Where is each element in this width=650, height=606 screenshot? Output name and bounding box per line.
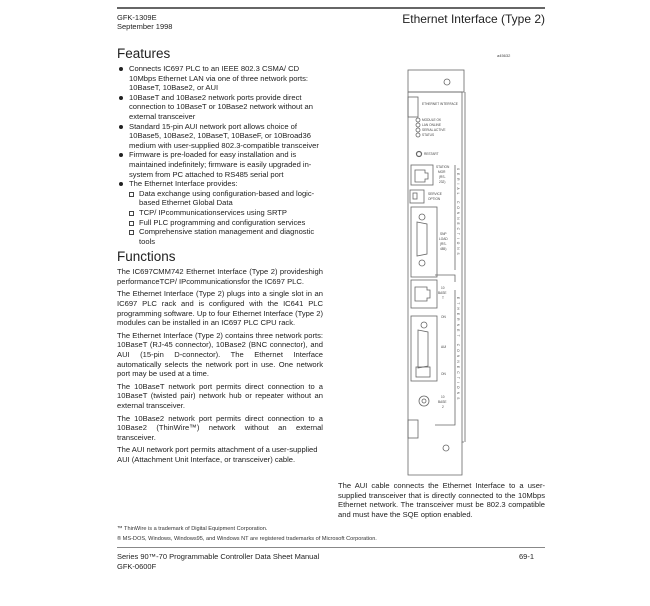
led-status xyxy=(416,133,420,137)
manual-id: GFK-0600F xyxy=(117,562,157,571)
list-item: Connects IC697 PLC to an IEEE 802.3 CSMA/ CD 10Mbps Ethernet LAN via one of three network ports: 10BaseT, 10Base2, or AUI xyxy=(117,64,323,93)
paragraph: The AUI network port permits attachment of a user-supplied AUI (Attachment Unit Interface, or transceiver) cable. xyxy=(117,445,318,464)
screw-icon xyxy=(444,79,450,85)
led-label: MODULE OK xyxy=(422,118,442,122)
list-item: Firmware is pre-loaded for easy installation and is maintained indefinitely; firmware is easily upgraded in-system from PC attached to RS485 serial port xyxy=(117,150,323,179)
list-item: Standard 15-pin AUI network port allows choice of 10Base5, 10Base2, 10BaseT, 10BaseF, or 10Broad36 medium with user-supplied 802.3-compatible transceiver xyxy=(117,122,323,151)
led-label: SERIAL ACTIVE xyxy=(422,128,446,132)
manual-title: Series 90™-70 Programmable Controller Data Sheet Manual xyxy=(117,552,320,561)
figure-id: a45632 xyxy=(497,53,511,58)
10base2-label: BASE xyxy=(438,400,447,404)
doc-id: GFK-1309E xyxy=(117,13,157,22)
sub-list-item: Data exchange using configuration-based and logic-based Ethernet Global Data xyxy=(117,189,323,208)
paragraph: The Ethernet Interface (Type 2) contains three network ports: 10BaseT (RJ-45 connector), 10Base2 (BNC connector), and AUI (15-pin D-connector). The Ethernet Interface automatically selects the network port in use. One network port may be used at a time. xyxy=(117,330,323,379)
led-label: STATUS xyxy=(422,133,435,137)
paragraph: The Ethernet Interface (Type 2) plugs into a single slot in an IC697 PLC rack and is configured with the IC641 PLC programming software. Up to four Ethernet Interface (Type 2) modules can be installed in an IC697 PLC CPU rack. xyxy=(117,289,323,328)
led-serial-active xyxy=(416,128,420,132)
ethernet-connections-label: ETHERNET CONNECTIONS xyxy=(456,297,460,403)
service-label: SERVICE xyxy=(428,192,442,196)
paragraph: The 10Base2 network port permits direct connection to a 10Base2 (ThinWire™) network without an external transceiver. xyxy=(117,413,323,442)
list-item: The Ethernet Interface provides: xyxy=(117,179,323,189)
sub-list-item: TCP/ IPcommunicationservices using SRTP xyxy=(117,208,323,218)
page-title: Ethernet Interface (Type 2) xyxy=(402,12,545,26)
led-module-ok xyxy=(416,118,420,122)
module-body-edge xyxy=(408,92,464,442)
paragraph: The AUI cable connects the Ethernet Interface to a user-supplied transceiver that is directly connected to the 10Mbps Ethernet network. The transceiver must be 802.3 compatible and must have the SQE option enabled. xyxy=(338,481,545,519)
station-label: STATION xyxy=(436,165,450,169)
10base2-bnc-port xyxy=(419,396,429,406)
10base2-label: 10 xyxy=(441,395,445,399)
paragraph: The IC697CMM742 Ethernet Interface (Type 2) provideshigh performanceTCP/ IPcommunicationsfor the IC697 PLC. xyxy=(117,267,323,286)
led-lan-online xyxy=(416,123,420,127)
restart-label: RESTART xyxy=(424,152,439,156)
list-item: 10BaseT and 10Base2 network ports provide direct connection to 10BaseT or 10Base2 network without an external transceiver xyxy=(117,93,323,122)
snp-label: SNP xyxy=(440,232,447,236)
aui-paragraph xyxy=(338,481,545,522)
10baset-label: T xyxy=(442,296,444,300)
10baset-label: 10 xyxy=(441,286,445,290)
features-heading: Features xyxy=(117,46,171,61)
aui-label: AUI xyxy=(441,345,447,349)
doc-date: September 1998 xyxy=(117,22,173,31)
paragraph: The 10BaseT network port permits direct connection to a 10BaseT (twisted pair) network hub or repeater without an external transceiver. xyxy=(117,381,323,410)
page-number: 69-1 xyxy=(519,552,535,561)
module-body xyxy=(408,92,462,475)
footer-meta xyxy=(117,552,319,572)
on-label: ON xyxy=(441,372,446,376)
snp-port xyxy=(411,207,437,277)
module-label: ETHERNET INTERFACE xyxy=(422,102,458,106)
footer-rule xyxy=(117,547,545,548)
snp-label: (RS- xyxy=(440,242,447,246)
station-label: 232) xyxy=(439,180,446,184)
footnote: ™ ThinWire is a trademark of Digital Equipment Corporation. xyxy=(117,526,268,532)
aui-port xyxy=(411,316,437,381)
footnote: ® MS-DOS, Windows, Windows95, and Windows NT are registered trademarks of Microsoft Corporation. xyxy=(117,536,377,542)
service-label: OPTION xyxy=(428,197,441,201)
functions-heading: Functions xyxy=(117,249,176,265)
station-label: (RS- xyxy=(439,175,446,179)
module-top xyxy=(408,70,464,92)
screw-icon xyxy=(443,445,449,451)
snp-label: LOAD xyxy=(439,237,448,241)
station-label: MGR xyxy=(438,170,446,174)
10base2-label: 2 xyxy=(442,405,444,409)
restart-button xyxy=(417,152,422,157)
serial-connections-label: SERIAL CONNECTIONS xyxy=(456,168,460,258)
sub-list-item: Full PLC programming and configuration services xyxy=(117,218,323,228)
snp-label: 485) xyxy=(440,247,447,251)
sub-list-item: Comprehensive station management and diagnostic tools xyxy=(117,227,323,246)
on-label: ON xyxy=(441,315,446,319)
led-label: LAN ONLINE xyxy=(422,123,441,127)
10baset-label: BASE xyxy=(438,291,447,295)
